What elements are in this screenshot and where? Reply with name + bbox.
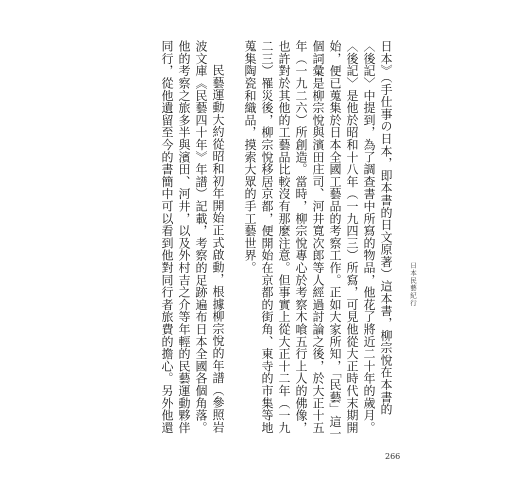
text-column: 個詞彙是柳宗悅與濱田庄司、河井寬次郎等人經過討論之後，於大正十五 [311,40,325,434]
text-column: 〈後記〉是他於昭和十八年（一九四三）所寫，可見他從大正時代末期開 [345,40,359,434]
paragraph-gap [226,40,241,440]
text-column: 波文庫《民藝四十年》年譜）記載，考察的足跡遍布日本全國各個角落。 [194,40,208,434]
text-column: 〈後記〉中提到，為了調查書中所寫的物品，他花了將近二十年的歲月。 [362,40,376,434]
text-column: 日本》（手仕事の日本，即本書的日文原著）這本書，柳宗悅在本書的 [379,40,393,416]
text-column: 蒐集陶瓷和織品，摸索大眾的手工藝世界。 [243,40,257,274]
text-column: 他的考察之旅多半與濱田、河井，以及外村吉之介等年輕的民藝運動夥伴 [177,40,191,434]
text-column: 二三）罹災後，柳宗悅移居京都，便開始在京都的街角、東寺的市集等地 [260,40,274,434]
text-column: 也許對於其他的工藝品比較沒有那麼注意。但事實上從大正十二年（一九 [277,40,291,434]
text-column: 年（一九二六）所創造。當時，柳宗悅專心於考察木喰五行上人的佛像， [294,40,308,434]
text-column: 同行，從他遺留至今的書簡中可以看到他對同行者旅費的擔心。另外他還 [160,40,174,434]
text-column: 民藝運動大約從昭和初年開始正式啟動，根據柳宗悅的年譜（參照岩 [211,64,225,433]
text-column: 始，便已蒐集於日本全國工藝品的考察工作。正如大家所知，「民藝」這一 [328,40,342,440]
vertical-text-block [118,40,394,440]
page-number: 266 [385,452,401,461]
running-head: 日本民藝紀行 [409,262,417,307]
